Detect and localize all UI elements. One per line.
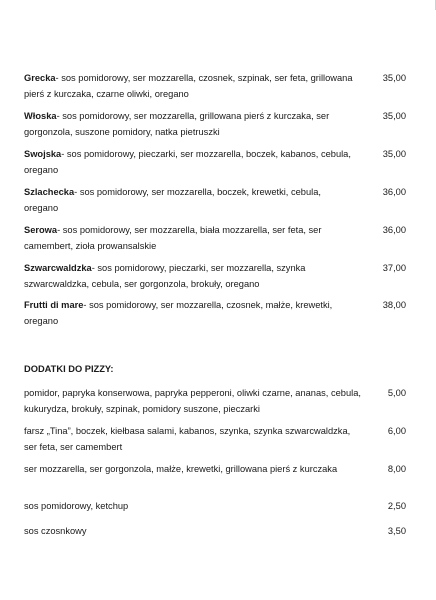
menu-item-szlachecka	[24, 184, 409, 216]
price: 35,00	[382, 149, 406, 159]
price: 8,00	[387, 464, 406, 474]
menu-item-description	[24, 222, 354, 254]
pizza-name: Szwarcwaldzka	[24, 263, 92, 273]
name-separator: -	[57, 225, 63, 235]
menu-item-grecka	[24, 70, 409, 102]
price: 3,50	[387, 526, 406, 536]
menu-item-description	[24, 146, 354, 178]
menu-item-description	[24, 108, 354, 140]
addon-item-sauce-tomato	[24, 498, 409, 514]
price: 5,00	[387, 388, 406, 398]
price: 35,00	[382, 111, 406, 121]
addon-description: sos pomidorowy, ketchup	[24, 501, 129, 511]
name-separator: -	[74, 187, 80, 197]
menu-item-description	[24, 260, 354, 292]
addon-description: sos czosnkowy	[24, 526, 87, 536]
pizza-name: Włoska	[24, 111, 57, 121]
pizza-name: Swojska	[24, 149, 62, 159]
addon-description: farsz „Tina”, boczek, kiełbasa salami, kabanos, szynka, szynka szwarcwaldzka, ser feta, ser camembert	[24, 426, 351, 452]
ingredients: sos pomidorowy, ser mozzarella, biała mozzarella, ser feta, ser camembert, zioła prowansalskie	[24, 225, 322, 251]
addon-item-vegetables	[24, 385, 409, 417]
menu-item-swojska	[24, 146, 409, 178]
addon-item-sauce-garlic	[24, 523, 409, 539]
ingredients: sos pomidorowy, pieczarki, ser mozzarella, szynka szwarcwaldzka, cebula, ser gorgonzola, brokuły, oregano	[24, 263, 306, 289]
price: 36,00	[382, 187, 406, 197]
price: 38,00	[382, 300, 406, 310]
menu-item-frutti-di-mare	[24, 297, 409, 329]
menu-item-wloska	[24, 108, 409, 140]
menu-item-szwarcwaldzka	[24, 260, 409, 292]
ingredients: sos pomidorowy, ser mozzarella, czosnek, małże, krewetki, oregano	[24, 300, 333, 326]
price: 37,00	[382, 263, 406, 273]
price: 35,00	[382, 73, 406, 83]
ingredients: sos pomidorowy, ser mozzarella, grillowana pierś z kurczaka, ser gorgonzola, suszone pomidory, natka pietruszki	[24, 111, 330, 137]
ingredients: sos pomidorowy, ser mozzarella, czosnek, szpinak, ser feta, grillowana pierś z kurczaka, czarne oliwki, oregano	[24, 73, 353, 99]
name-separator: -	[61, 149, 67, 159]
name-separator: -	[56, 111, 63, 121]
pizza-name: Frutti di mare	[24, 300, 84, 310]
menu-item-description	[24, 297, 354, 329]
menu-item-description	[24, 70, 354, 102]
addon-description: pomidor, papryka konserwowa, papryka pepperoni, oliwki czarne, ananas, cebula, kukurydza, brokuły, szpinak, pomidory suszone, pieczarki	[24, 388, 361, 414]
price: 36,00	[382, 225, 406, 235]
pizza-name: Grecka	[24, 73, 56, 83]
ingredients: sos pomidorowy, pieczarki, ser mozzarella, boczek, kabanos, cebula, oregano	[24, 149, 351, 175]
pizza-name: Serowa	[24, 225, 58, 235]
price: 2,50	[387, 501, 406, 511]
addon-item-premium	[24, 461, 409, 477]
addons-heading: DODATKI DO PIZZY:	[24, 364, 114, 374]
name-separator: -	[91, 263, 98, 273]
name-separator: -	[55, 73, 62, 83]
ingredients: sos pomidorowy, ser mozzarella, boczek, krewetki, cebula, oregano	[24, 187, 321, 213]
addon-item-meats	[24, 423, 409, 455]
menu-item-serowa	[24, 222, 409, 254]
price: 6,00	[387, 426, 406, 436]
menu-item-description	[24, 184, 354, 216]
addon-description: ser mozzarella, ser gorgonzola, małże, krewetki, grillowana pierś z kurczaka	[24, 464, 338, 474]
name-separator: -	[83, 300, 90, 310]
pizza-name: Szlachecka	[24, 187, 75, 197]
